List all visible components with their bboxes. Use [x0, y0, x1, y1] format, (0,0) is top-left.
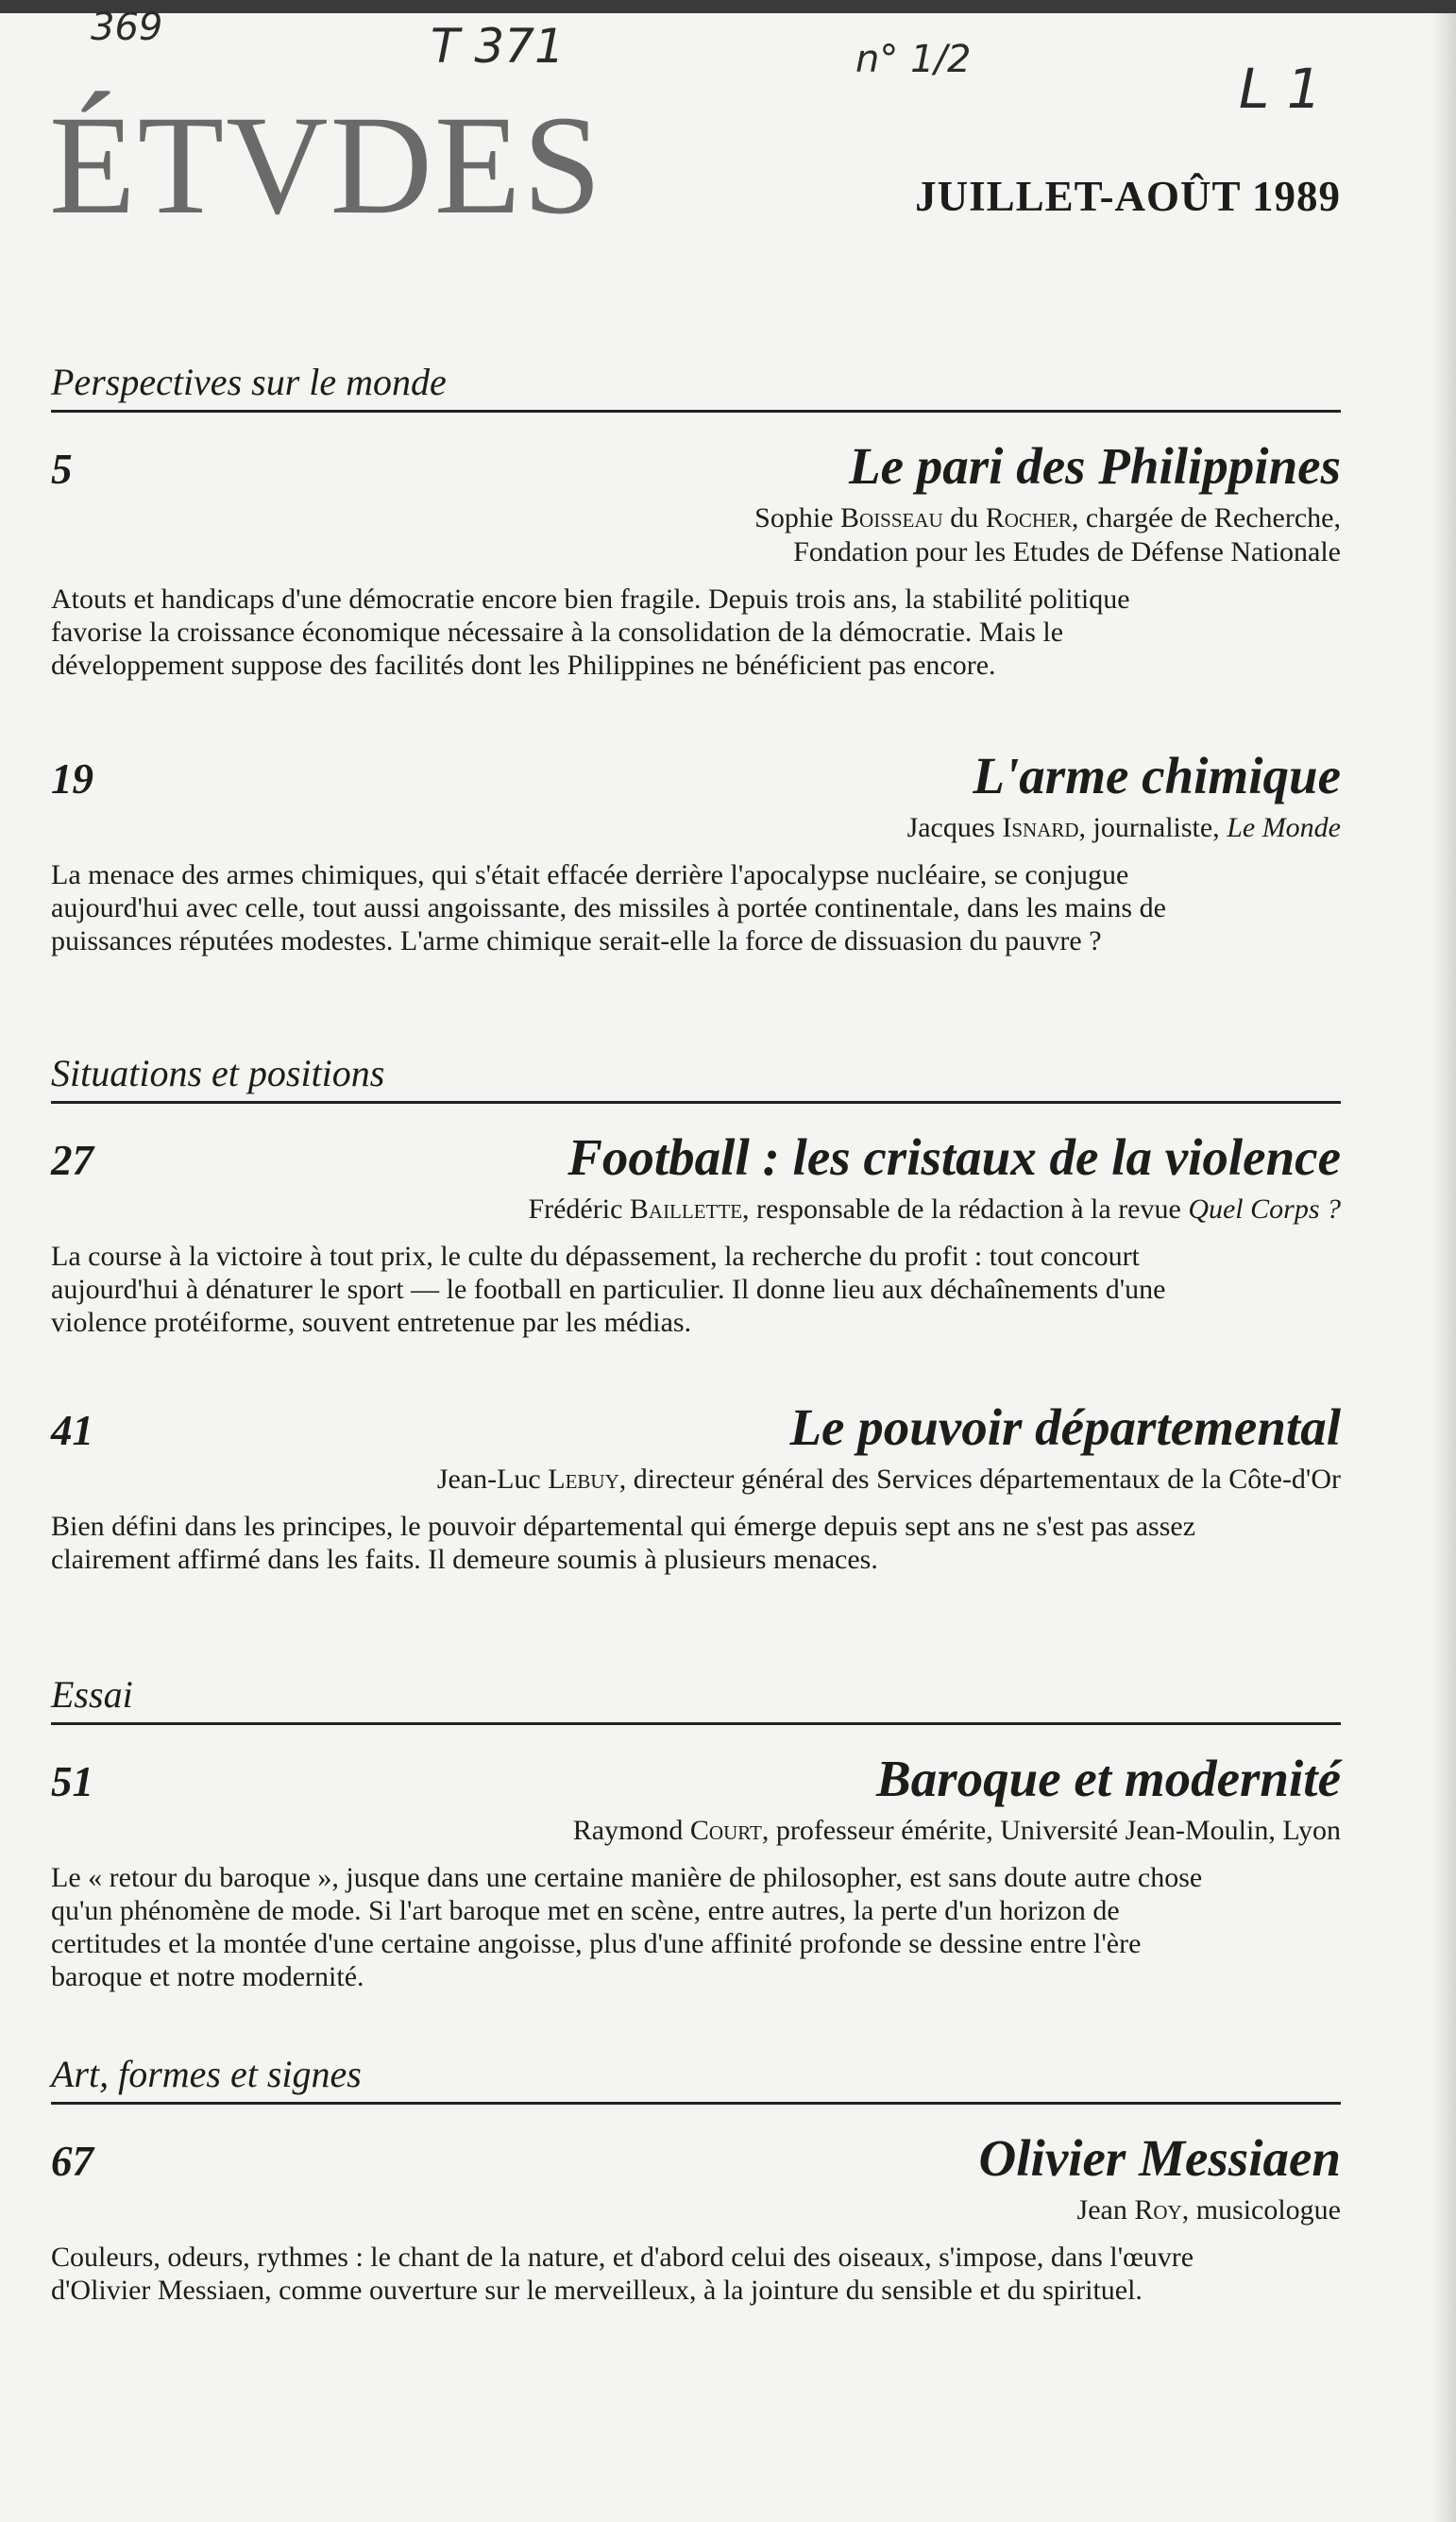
section-title: Essai	[51, 1673, 133, 1716]
section-header	[51, 359, 1341, 413]
article-title: Football : les cristaux de la violence	[567, 1128, 1341, 1186]
scan-spine-shadow	[1431, 13, 1456, 2522]
author-publication: Le Monde	[1227, 812, 1341, 843]
section-title: Perspectives sur le monde	[51, 361, 447, 403]
handwritten-mark: n° 1/2	[855, 38, 972, 81]
author-surname: Lebuy	[548, 1464, 619, 1495]
article-abstract: Le « retour du baroque », jusque dans une certaine manière de philosopher, est sans doute autre chose qu'un phénomène de mode. Si l'art baroque met en scène, entre autres, la perte d'un horizon de certitudes et la montée d'une certaine angoisse, plus d'une affinité profonde se dessine entre l'ère baroque et notre modernité.	[51, 1862, 1203, 1992]
article-head	[51, 436, 1341, 496]
handwritten-mark: L 1	[1239, 57, 1322, 121]
article-title: L'arme chimique	[973, 747, 1341, 804]
article-abstract: Bien défini dans les principes, le pouvoir départemental qui émerge depuis sept ans ne s'est pas assez clairement affirmé dans les faits. Il demeure soumis à plusieurs menaces.	[51, 1511, 1196, 1575]
article-title: Baroque et modernité	[876, 1750, 1341, 1807]
scan-edge	[0, 0, 1456, 13]
author-text: Frédéric	[528, 1193, 630, 1225]
author-text: , musicologue	[1181, 2194, 1341, 2226]
article-abstract: La menace des armes chimiques, qui s'était effacée derrière l'apocalypse nucléaire, se conjugue aujourd'hui avec celle, tout aussi angoissante, des missiles à portée continentale, dans les mains de puissances réputées modestes. L'arme chimique serait-elle la force de dissuasion du pauvre ?	[51, 859, 1166, 956]
article-head	[51, 1127, 1341, 1187]
article-abstract: La course à la victoire à tout prix, le culte du dépassement, la recherche du profit : tout concourt aujourd'hui à dénaturer le sport — le football en particulier. Il donne lieu aux déchaînements d'une violence protéiforme, souvent entretenue par les médias.	[51, 1241, 1166, 1338]
article-entry	[51, 1127, 1341, 1339]
article-entry	[51, 1397, 1341, 1576]
article-head	[51, 2128, 1341, 2188]
article-entry	[51, 746, 1341, 957]
article-title: Olivier Messiaen	[978, 2129, 1341, 2187]
section-header	[51, 1671, 1341, 1725]
author-affiliation: Fondation pour les Etudes de Défense Nationale	[793, 536, 1341, 567]
handwritten-mark: T 371	[431, 19, 565, 74]
author-text: Jean	[1076, 2194, 1135, 2226]
author-publication: Quel Corps ?	[1188, 1193, 1341, 1225]
section-header	[51, 2051, 1341, 2105]
author-surname: Baillette	[629, 1193, 743, 1225]
author-surname: Roy	[1134, 2194, 1182, 2226]
article-author	[51, 2193, 1341, 2227]
article-abstract: Atouts et handicaps d'une démocratie encore bien fragile. Depuis trois ans, la stabilité politique favorise la croissance économique nécessaire à la consolidation de la démocratie. Mais le développement suppose des facilités dont les Philippines ne bénéficient pas encore.	[51, 584, 1130, 681]
author-text: , directeur général des Services départementaux de la Côte-d'Or	[618, 1464, 1341, 1495]
article-title: Le pari des Philippines	[849, 437, 1341, 495]
issue-date: JUILLET-AOÛT 1989	[915, 173, 1341, 220]
page-number: 41	[51, 1407, 93, 1454]
page-number: 51	[51, 1758, 93, 1805]
author-text: , chargée de Recherche,	[1071, 502, 1341, 533]
section-title: Situations et positions	[51, 1052, 385, 1094]
page-number: 19	[51, 755, 93, 803]
article-head	[51, 1749, 1341, 1808]
article-abstract: Couleurs, odeurs, rythmes : le chant de la nature, et d'abord celui des oiseaux, s'impose, dans l'œuvre d'Olivier Messiaen, comme ouverture sur le merveilleux, à la jointure du sensible et du spirituel.	[51, 2242, 1194, 2306]
author-text: Jean-Luc	[436, 1464, 549, 1495]
author-text: du	[942, 502, 986, 533]
article-author	[51, 1463, 1341, 1497]
journal-masthead: ÉTVDES	[49, 87, 603, 244]
page-number: 5	[51, 446, 73, 493]
section-header	[51, 1050, 1341, 1104]
author-text: Sophie	[754, 502, 841, 533]
author-text: , responsable de la rédaction à la revue	[742, 1193, 1189, 1225]
handwritten-mark: 369	[91, 6, 163, 49]
author-surname: Boisseau	[840, 502, 943, 533]
article-head	[51, 1397, 1341, 1457]
author-surname: Rocher	[985, 502, 1072, 533]
article-author	[51, 811, 1341, 845]
article-title: Le pouvoir départemental	[789, 1398, 1341, 1456]
author-text: , journaliste,	[1078, 812, 1227, 843]
article-entry	[51, 436, 1341, 682]
article-entry	[51, 2128, 1341, 2307]
section-title: Art, formes et signes	[51, 2053, 362, 2095]
page-number: 67	[51, 2138, 93, 2185]
article-head	[51, 746, 1341, 805]
author-text: Jacques	[906, 812, 1003, 843]
article-entry	[51, 1749, 1341, 1993]
author-text: Raymond	[572, 1815, 690, 1846]
article-author	[51, 1814, 1341, 1848]
author-surname: Isnard	[1002, 812, 1079, 843]
article-author	[51, 501, 1341, 569]
page-number: 27	[51, 1137, 93, 1184]
author-text: , professeur émérite, Université Jean-Moulin, Lyon	[761, 1815, 1341, 1846]
article-author	[51, 1193, 1341, 1227]
author-surname: Court	[689, 1815, 762, 1846]
